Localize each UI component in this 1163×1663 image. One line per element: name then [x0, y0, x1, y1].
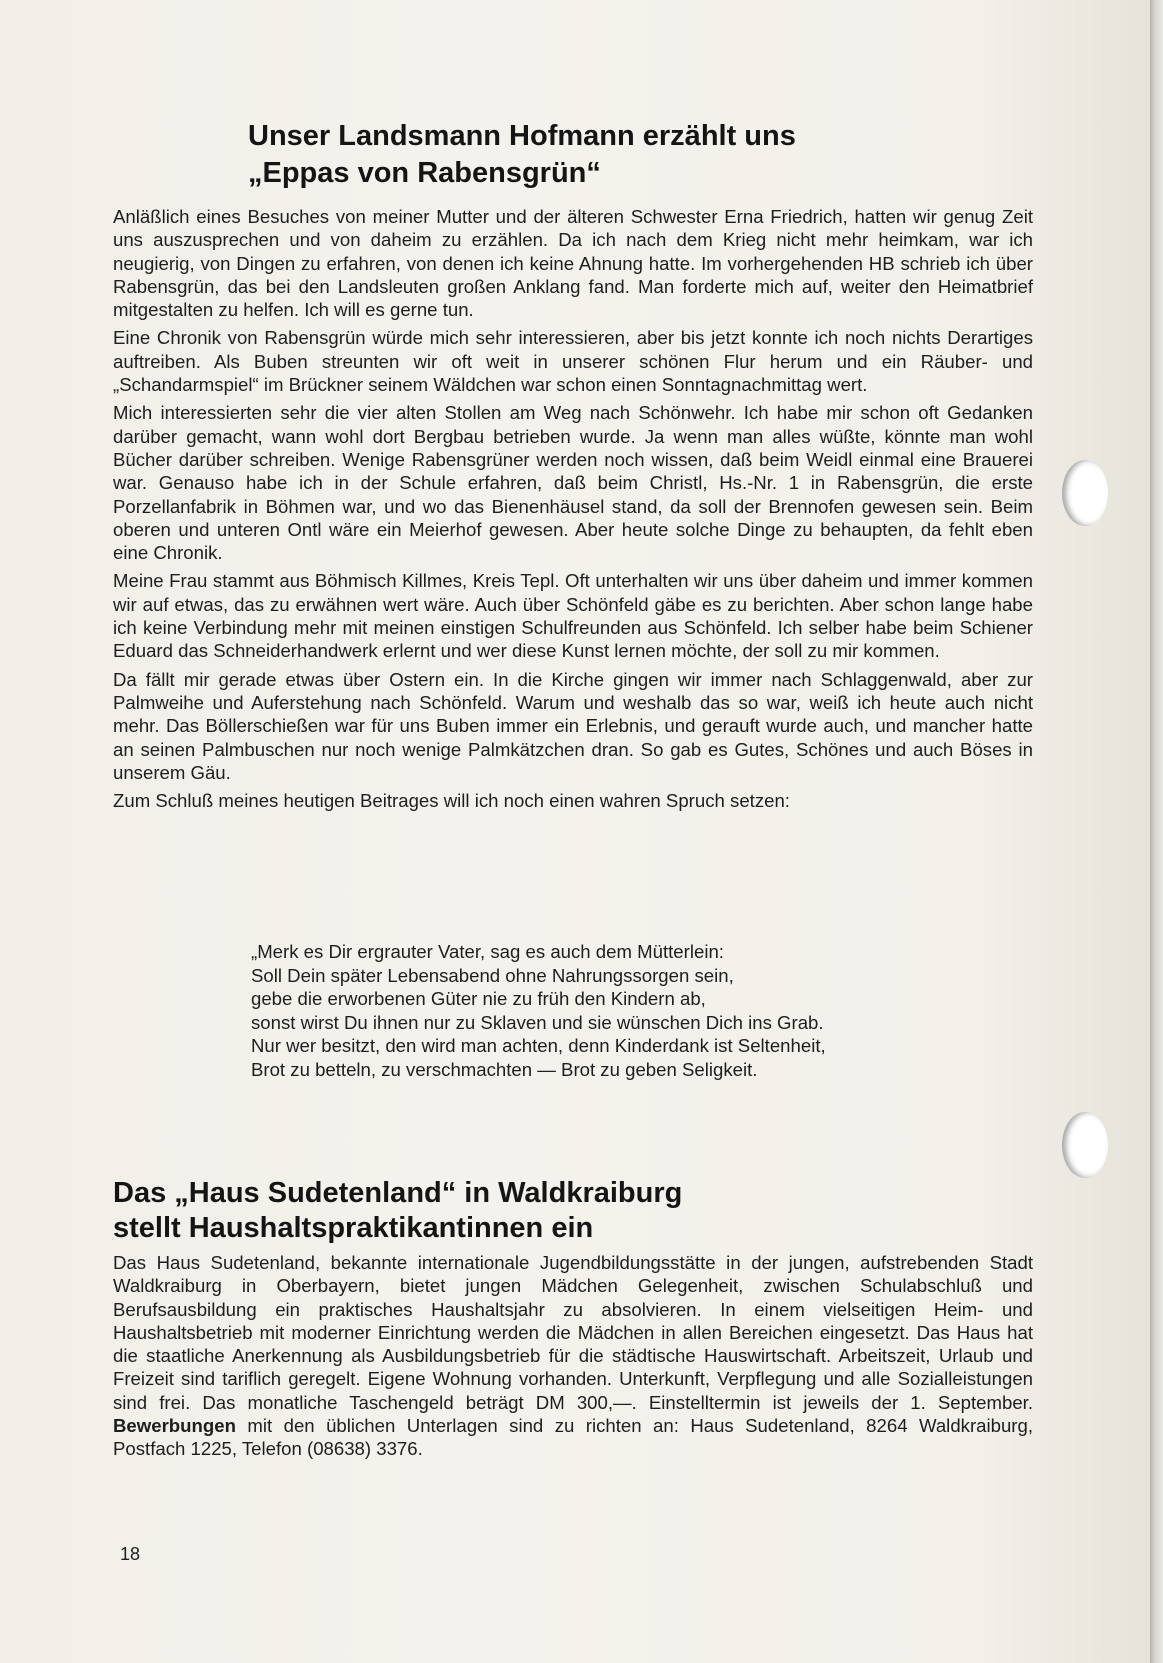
punch-hole: [1062, 1112, 1108, 1178]
paragraph: Eine Chronik von Rabensgrün würde mich sehr interessieren, aber bis jetzt konnte ich noch nichts Derartiges auftreiben. Als Buben streunten wir oft weit in unserer schönen Flur herum und ein Räuber- und „Schandarmspiel“ im Brückner seinem Wäldchen war schon einen Sonntagnachmittag wert.: [113, 327, 1033, 396]
article-body: [113, 1251, 1033, 1466]
paragraph-text: Das Haus Sudetenland, bekannte internationale Jugendbildungsstätte in der jungen, aufstrebenden Stadt Waldkraiburg in Oberbayern, bietet jungen Mädchen Gelegenheit, zwischen Schulabschluß und Berufsausbildung ein praktisches Haushaltsjahr zu absolvieren. In einem vielseitigen Heim- und Haushaltsbetrieb mit moderner Einrichtung werden die Mädchen in allen Bereichen eingesetzt. Das Haus hat die staatliche Anerkennung als Ausbildungsbetrieb für die städtische Hauswirtschaft. Arbeitszeit, Urlaub und Freizeit sind tariflich geregelt. Eigene Wohnung vorhanden. Unterkunft, Verpflegung und alle Sozialleistungen sind frei. Das monatliche Taschengeld beträgt DM 300,—. Einstelltermin ist jeweils der 1. September.: [113, 1252, 1033, 1413]
poem-line: gebe die erworbenen Güter nie zu früh den Kindern ab,: [251, 988, 706, 1010]
poem-line: „Merk es Dir ergrauter Vater, sag es auch dem Mütterlein:: [251, 941, 724, 962]
page-edge: [1150, 0, 1163, 1663]
article-title-line: Das „Haus Sudetenland“ in Waldkraiburg: [113, 1177, 683, 1209]
paragraph: Anläßlich eines Besuches von meiner Mutter und der älteren Schwester Erna Friedrich, hatten wir genug Zeit uns auszusprechen und von daheim zu erzählen. Da ich nach dem Krieg nicht mehr heimkam, war ich neugierig, von Dingen zu erfahren, von denen ich keine Ahnung hatte. Im vorhergehenden HB schrieb ich über Rabensgrün, das bei den Landsleuten großen Anklang fand. Man forderte mich auf, weiter den Heimatbrief mitgestalten zu helfen. Ich will es gerne tun.: [113, 206, 1033, 321]
poem-quote: [251, 940, 1031, 1082]
article-title: [248, 118, 948, 192]
article-title-line: „Eppas von Rabensgrün“: [248, 157, 601, 189]
bold-text: Bewerbungen: [113, 1415, 236, 1437]
punch-hole: [1062, 460, 1108, 526]
page-number: 18: [120, 1544, 141, 1564]
article-body: [113, 205, 1033, 817]
paragraph: Meine Frau stammt aus Böhmisch Killmes, Kreis Tepl. Oft unterhalten wir uns über daheim und immer kommen wir auf etwas, das zu erwähnen wert wäre. Auch über Schönfeld gäbe es zu berichten. Aber schon lange habe ich keine Verbindung mehr mit meinen einstigen Schulfreunden aus Schönfeld. Ich selber habe beim Schiener Eduard das Schneiderhandwerk erlernt und wer diese Kunst lernen möchte, der soll zu mir kommen.: [113, 570, 1033, 662]
paragraph-text: mit den üblichen Unterlagen sind zu richten an: Haus Sudetenland, 8264 Waldkraiburg, Postfach 1225, Telefon (08638) 3376.: [113, 1415, 1033, 1460]
poem-line: Brot zu betteln, zu verschmachten — Brot zu geben Seligkeit.: [251, 1058, 758, 1080]
paragraph: Mich interessierten sehr die vier alten Stollen am Weg nach Schönwehr. Ich habe mir schon oft Gedanken darüber gemacht, wann wohl dort Bergbau betrieben wurde. Ja wenn man alles wüßte, könnte man wohl Bücher darüber schreiben. Wenige Rabensgrüner werden noch wissen, daß beim Weidl einmal eine Brauerei war. Genauso habe ich in der Schule erfahren, daß beim Christl, Hs.-Nr. 1 in Rabensgrün, die erste Porzellanfabrik in Böhmen war, und wo das Bienenhäusel stand, da soll der Brennofen gewesen sein. Beim oberen und unteren Ontl wäre ein Meierhof gewesen. Aber heute solche Dinge zu behaupten, da fehlt eben eine Chronik.: [113, 402, 1033, 564]
poem-line: Soll Dein später Lebensabend ohne Nahrungssorgen sein,: [251, 964, 734, 986]
article-title: [113, 1176, 1013, 1246]
paragraph: Da fällt mir gerade etwas über Ostern ein. In die Kirche gingen wir immer nach Schlaggenwald, aber zur Palmweihe und Auferstehung nach Schönfeld. Warum und weshalb das so war, weiß ich heute auch nicht mehr. Das Böllerschießen war für uns Buben immer ein Erlebnis, und gerauft wurde auch, und mancher hatte an seinen Palmbuschen nur noch wenige Palmkätzchen dran. So gab es Gutes, Schönes und auch Böses in unserem Gäu.: [113, 668, 1033, 783]
paragraph: Zum Schluß meines heutigen Beitrages will ich noch einen wahren Spruch setzen:: [113, 790, 790, 812]
poem-line: Nur wer besitzt, den wird man achten, denn Kinderdank ist Seltenheit,: [251, 1035, 826, 1057]
paragraph: [113, 1251, 1033, 1461]
poem-line: sonst wirst Du ihnen nur zu Sklaven und sie wünschen Dich ins Grab.: [251, 1011, 824, 1033]
article-title-line: stellt Haushaltspraktikantinnen ein: [113, 1212, 594, 1244]
article-title-line: Unser Landsmann Hofmann erzählt uns: [248, 120, 796, 152]
